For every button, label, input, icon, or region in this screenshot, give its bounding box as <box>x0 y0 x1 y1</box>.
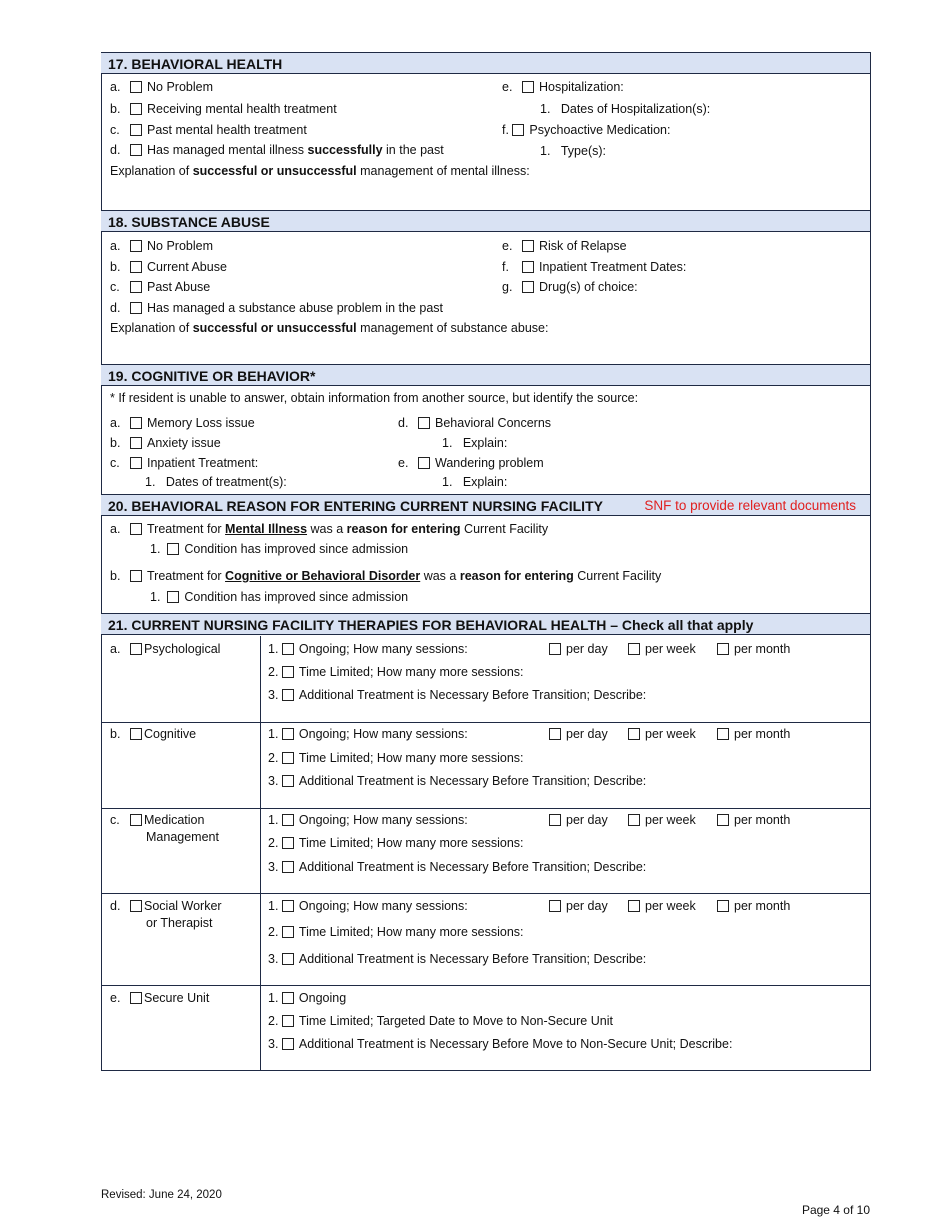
s19-a[interactable]: a. Memory Loss issue <box>110 416 255 430</box>
section-20-note: SNF to provide relevant documents <box>644 498 856 513</box>
s21-d-per-day[interactable]: per day <box>549 898 608 914</box>
s18-a[interactable]: a. No Problem <box>110 239 213 253</box>
s19-b-checkbox[interactable] <box>130 437 142 449</box>
s20-b1[interactable]: 1. Condition has improved since admission <box>150 590 409 604</box>
s21-e-3[interactable]: 3. Additional Treatment is Necessary Before Move to Non-Secure Unit; Describe: <box>268 1037 733 1051</box>
s21-d[interactable]: d. Social Worker <box>110 899 222 913</box>
s21-c-time-limited-checkbox[interactable] <box>282 837 294 849</box>
s19-d1: 1. Explain: <box>442 436 508 450</box>
page-number: Page 4 of 10 <box>801 1203 870 1217</box>
s20-a[interactable]: a. Treatment for Mental Illness was a reason for entering Current Facility <box>110 522 549 536</box>
s21-c-checkbox[interactable] <box>130 814 142 826</box>
s19-c1: 1. Dates of treatment(s): <box>145 475 287 489</box>
s17-e1: 1. Dates of Hospitalization(s): <box>540 102 711 116</box>
s21-b-time-limited-checkbox[interactable] <box>282 752 294 764</box>
s18-d[interactable]: d. Has managed a substance abuse problem in the past <box>110 301 444 315</box>
s21-e[interactable]: e. Secure Unit <box>110 991 210 1005</box>
s21-b-per-month[interactable]: per month <box>717 726 790 742</box>
form-bottom-border <box>101 1070 871 1071</box>
revised-date: Revised: June 24, 2020 <box>101 1189 222 1201</box>
s20-a1-checkbox[interactable] <box>167 543 179 555</box>
s19-a-checkbox[interactable] <box>130 417 142 429</box>
s19-note: * If resident is unable to answer, obtain information from another source, but identify the source: <box>110 391 639 405</box>
s21-d-1[interactable]: 1. Ongoing; How many sessions: <box>268 899 468 913</box>
s18-f-checkbox[interactable] <box>522 261 534 273</box>
s17-e[interactable]: e. Hospitalization: <box>502 80 624 94</box>
s21-a-ongoing-checkbox[interactable] <box>282 643 294 655</box>
s21-b-2[interactable]: 2. Time Limited; How many more sessions: <box>268 751 524 765</box>
s21-b-ongoing-checkbox[interactable] <box>282 728 294 740</box>
s17-a[interactable]: a. No Problem <box>110 80 213 94</box>
s17-f-checkbox[interactable] <box>512 124 524 136</box>
s18-e[interactable]: e. Risk of Relapse <box>502 239 627 253</box>
s21-c-3[interactable]: 3. Additional Treatment is Necessary Before Transition; Describe: <box>268 860 647 874</box>
s21-row-divider-3 <box>101 893 871 894</box>
section-20-header <box>101 494 870 516</box>
s21-d-per-month[interactable]: per month <box>717 898 790 914</box>
s21-c-line2: Management <box>146 830 219 844</box>
s19-c[interactable]: c. Inpatient Treatment: <box>110 456 259 470</box>
s19-b[interactable]: b. Anxiety issue <box>110 436 221 450</box>
s17-c[interactable]: c. Past mental health treatment <box>110 123 307 137</box>
s17-e-checkbox[interactable] <box>522 81 534 93</box>
s21-column-divider <box>260 636 261 1071</box>
s20-b[interactable]: b. Treatment for Cognitive or Behavioral Disorder was a reason for entering Current Facility <box>110 569 662 583</box>
s21-d-line2: or Therapist <box>146 916 213 930</box>
s21-e-checkbox[interactable] <box>130 992 142 1004</box>
s21-b-additional-checkbox[interactable] <box>282 775 294 787</box>
s17-f[interactable]: f. Psychoactive Medication: <box>502 123 671 137</box>
s18-e-checkbox[interactable] <box>522 240 534 252</box>
s18-c-checkbox[interactable] <box>130 281 142 293</box>
s20-b1-checkbox[interactable] <box>167 591 179 603</box>
s21-e-ongoing-checkbox[interactable] <box>282 992 294 1004</box>
s21-a-additional-checkbox[interactable] <box>282 689 294 701</box>
section-19-header <box>101 364 870 386</box>
s19-c-checkbox[interactable] <box>130 457 142 469</box>
s21-b-1[interactable]: 1. Ongoing; How many sessions: <box>268 727 468 741</box>
s21-c-per-month[interactable]: per month <box>717 812 790 828</box>
s21-d-additional-checkbox[interactable] <box>282 953 294 965</box>
s21-a-2[interactable]: 2. Time Limited; How many more sessions: <box>268 665 524 679</box>
s21-b-3[interactable]: 3. Additional Treatment is Necessary Before Transition; Describe: <box>268 774 647 788</box>
s19-d-checkbox[interactable] <box>418 417 430 429</box>
s21-b-per-week[interactable]: per week <box>628 726 696 742</box>
s21-c[interactable]: c. Medication <box>110 813 205 827</box>
s18-f[interactable]: f. Inpatient Treatment Dates: <box>502 260 687 274</box>
s17-f1: 1. Type(s): <box>540 144 606 158</box>
s21-e-1[interactable]: 1. Ongoing <box>268 991 347 1005</box>
s21-b-per-day[interactable]: per day <box>549 726 608 742</box>
s19-e[interactable]: e. Wandering problem <box>398 456 544 470</box>
s21-a[interactable]: a. Psychological <box>110 642 221 656</box>
s21-e-time-limited-checkbox[interactable] <box>282 1015 294 1027</box>
s19-d[interactable]: d. Behavioral Concerns <box>398 416 552 430</box>
s21-d-time-limited-checkbox[interactable] <box>282 926 294 938</box>
section-21-header <box>101 613 870 635</box>
section-20-title: 20. BEHAVIORAL REASON FOR ENTERING CURRENT NURSING FACILITY <box>108 498 603 514</box>
s21-e-additional-checkbox[interactable] <box>282 1038 294 1050</box>
s17-b-checkbox[interactable] <box>130 103 142 115</box>
form-left-border <box>101 52 102 1071</box>
s21-a-per-month[interactable]: per month <box>717 641 790 657</box>
section-17-title: 17. BEHAVIORAL HEALTH <box>108 56 283 72</box>
section-17-header <box>101 52 870 74</box>
s17-c-checkbox[interactable] <box>130 124 142 136</box>
s20-b-checkbox[interactable] <box>130 570 142 582</box>
section-18-header <box>101 210 870 232</box>
s21-c-per-week[interactable]: per week <box>628 812 696 828</box>
section-21-title: 21. CURRENT NURSING FACILITY THERAPIES FOR BEHAVIORAL HEALTH – Check all that apply <box>108 617 754 633</box>
s21-e-2[interactable]: 2. Time Limited; Targeted Date to Move to Non-Secure Unit <box>268 1014 613 1028</box>
s21-row-divider-4 <box>101 985 871 986</box>
section-18-title: 18. SUBSTANCE ABUSE <box>108 214 270 230</box>
s18-g[interactable]: g. Drug(s) of choice: <box>502 280 638 294</box>
s19-e1: 1. Explain: <box>442 475 508 489</box>
s21-c-ongoing-checkbox[interactable] <box>282 814 294 826</box>
s21-c-1[interactable]: 1. Ongoing; How many sessions: <box>268 813 468 827</box>
s21-c-per-day[interactable]: per day <box>549 812 608 828</box>
s21-d-per-week[interactable]: per week <box>628 898 696 914</box>
s21-row-divider-1 <box>101 722 871 723</box>
s18-b[interactable]: b. Current Abuse <box>110 260 227 274</box>
s20-a-checkbox[interactable] <box>130 523 142 535</box>
s21-b-checkbox[interactable] <box>130 728 142 740</box>
s18-g-checkbox[interactable] <box>522 281 534 293</box>
s17-d[interactable]: d. Has managed mental illness successfully in the past <box>110 143 444 157</box>
s21-row-divider-2 <box>101 808 871 809</box>
s21-d-ongoing-checkbox[interactable] <box>282 900 294 912</box>
s17-explanation: Explanation of successful or unsuccessful management of mental illness: <box>110 164 530 178</box>
s18-d-checkbox[interactable] <box>130 302 142 314</box>
s18-c[interactable]: c. Past Abuse <box>110 280 211 294</box>
s21-b[interactable]: b. Cognitive <box>110 727 197 741</box>
s21-a-per-week[interactable]: per week <box>628 641 696 657</box>
s21-a-1[interactable]: 1. Ongoing; How many sessions: <box>268 642 468 656</box>
s19-e-checkbox[interactable] <box>418 457 430 469</box>
s18-a-checkbox[interactable] <box>130 240 142 252</box>
s21-a-3[interactable]: 3. Additional Treatment is Necessary Before Transition; Describe: <box>268 688 647 702</box>
s21-c-2[interactable]: 2. Time Limited; How many more sessions: <box>268 836 524 850</box>
s17-d-checkbox[interactable] <box>130 144 142 156</box>
s21-d-checkbox[interactable] <box>130 900 142 912</box>
s18-explanation: Explanation of successful or unsuccessful management of substance abuse: <box>110 321 549 335</box>
s21-d-3[interactable]: 3. Additional Treatment is Necessary Before Transition; Describe: <box>268 952 647 966</box>
s21-a-checkbox[interactable] <box>130 643 142 655</box>
s20-a1[interactable]: 1. Condition has improved since admission <box>150 542 409 556</box>
s21-a-per-day[interactable]: per day <box>549 641 608 657</box>
s18-b-checkbox[interactable] <box>130 261 142 273</box>
s17-b[interactable]: b. Receiving mental health treatment <box>110 102 337 116</box>
s17-a-checkbox[interactable] <box>130 81 142 93</box>
s21-a-time-limited-checkbox[interactable] <box>282 666 294 678</box>
form-right-border <box>870 52 871 1071</box>
section-19-title: 19. COGNITIVE OR BEHAVIOR* <box>108 368 316 384</box>
s21-c-additional-checkbox[interactable] <box>282 861 294 873</box>
s21-d-2[interactable]: 2. Time Limited; How many more sessions: <box>268 925 524 939</box>
